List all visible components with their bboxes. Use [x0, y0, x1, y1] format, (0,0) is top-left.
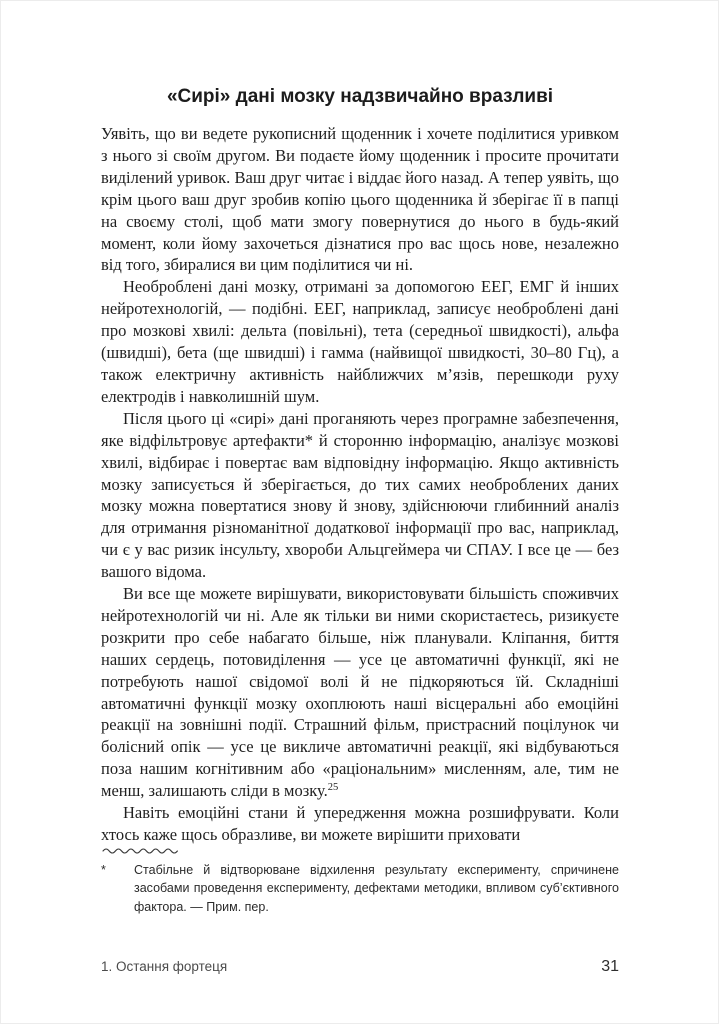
paragraph-text: Ви все ще можете вирішувати, використовувати більшість споживчих нейротехнологій чи ні. Але як тільки ви ними скористаєтесь, ризикуєте розкрити про себе набагато більше, ніж планували. Кліпання, биття наших сердець, потовиділення — усе це автоматичні функції, які не потребують нашої свідомої волі й не підкоряються їй. Складніші автоматичні функції мозку охоплюють наші вісцеральні або емоційні реакції на зовнішні події. Страшний фільм, пристрасний поцілунок чи болісний опік — усе це викличе автоматичні реакції, які відбуваються поза нашим когнітивним або «раціональним» мисленням, але, тим не менш, залишають сліди в мозку. — [101, 584, 619, 801]
page-title: «Сирі» дані мозку надзвичайно вразливі — [166, 86, 554, 107]
footnote — [101, 861, 619, 917]
running-chapter-title: 1. Остання фортеця — [101, 959, 228, 975]
footnote-divider-squiggle-icon — [102, 846, 178, 854]
footnote-marker: * — [101, 862, 106, 877]
endnote-reference: 25 — [327, 782, 339, 794]
page-number: 31 — [601, 958, 619, 976]
page-footer — [101, 958, 619, 976]
paragraph: Необроблені дані мозку, отримані за допомогою ЕЕГ, ЕМГ й інших нейротехнологій, — подібні. ЕЕГ, наприклад, записує необроблені дані про мозкові хвилі: дельта (повільні), тета (середньої швидкості), альфа (швидші), бета (ще швидші) і гамма (найвищої швидкості, 30–80 Гц), а також електричну активність найближчих м’язів, перешкоди руху електродів і навколишній шум. — [101, 277, 619, 406]
paragraph — [101, 583, 619, 802]
footnote-text: Стабільне й відтворюване відхилення результату експерименту, спричинене засобами проведення експерименту, дефектами методики, впливом суб’єктивного фактора. — Прим. пер. — [134, 862, 619, 914]
paragraph: Після цього ці «сирі» дані проганяють через програмне забезпечення, яке відфільтровує артефакти* й сторонню інформацію, аналізує мозкові хвилі, відбирає і повертає вам відповідну інформацію. Якщо активність мозку записується й зберігається, до тих самих необроблених даних мозку можна повертатися знову й знову, здійснюючи глибинний аналіз для отримання різноманітної додаткової інформації про вас, наприклад, чи є у вас ризик інсульту, хвороби Альцгеймера чи СПАУ. І все це — без вашого відома. — [101, 408, 619, 582]
paragraph: Уявіть, що ви ведете рукописний щоденник і хочете поділитися уривком з нього зі своїм другом. Ви подаєте йому щоденник і просите прочитати виділений уривок. Ваш друг читає і віддає його назад. А тепер уявіть, що крім цього ваш друг зробив копію цього щоденника й зберігає її в папці на своєму столі, щоб мати змогу повернутися до нього в будь-який момент, коли йому захочеться дізнатися про вас щось нове, незалежно від того, збиралися ви цим поділитися чи ні. — [101, 124, 619, 275]
paragraph: Навіть емоційні стани й упередження можна розшифрувати. Коли хтось каже щось образливе, ви можете вирішити приховати — [101, 803, 619, 844]
body-text — [101, 123, 619, 846]
footnote-area — [101, 846, 619, 917]
